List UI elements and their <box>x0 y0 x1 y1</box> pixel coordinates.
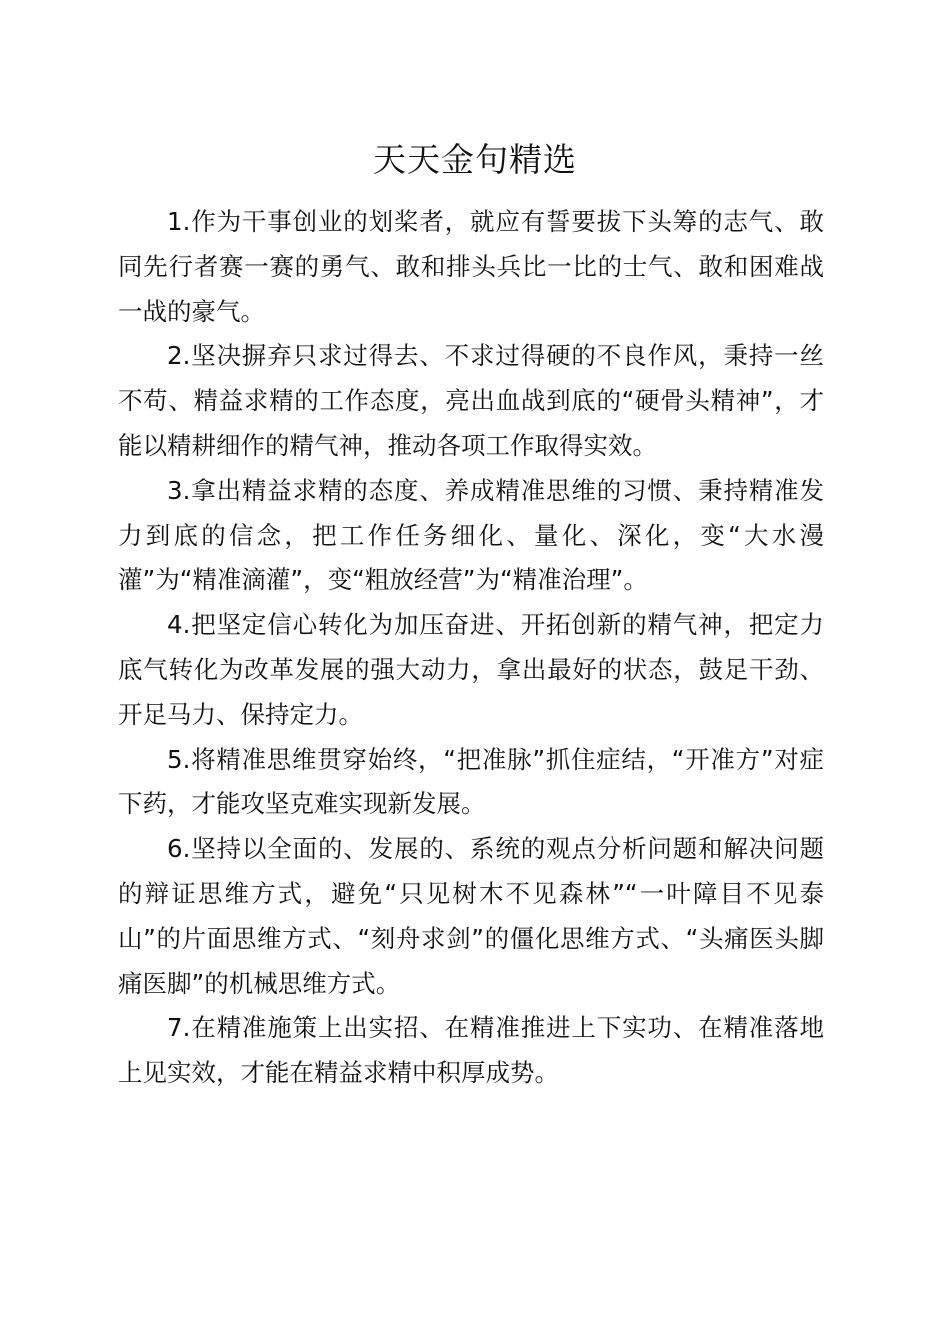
paragraph-7: 7.在精准施策上出实招、在精准推进上下实功、在精准落地上见实效，才能在精益求精中积厚成势。 <box>118 1013 824 1088</box>
paragraph-6: 6.坚持以全面的、发展的、系统的观点分析问题和解决问题的辩证思维方式，避免“只见树木不见森林”“一叶障目不见泰山”的片面思维方式、“刻舟求剑”的僵化思维方式、“头痛医头脚痛医脚”的机械思维方式。 <box>118 834 824 998</box>
paragraph-4: 4.把坚定信心转化为加压奋进、开拓创新的精气神，把定力底气转化为改革发展的强大动力，拿出最好的状态，鼓足干劲、开足马力、保持定力。 <box>118 610 824 729</box>
paragraph-3: 3.拿出精益求精的态度、养成精准思维的习惯、秉持精准发力到底的信念，把工作任务细化、量化、深化，变“大水漫灌”为“精准滴灌”，变“粗放经营”为“精准治理”。 <box>118 475 824 595</box>
document-body <box>118 200 824 1096</box>
page-title: 天天金句精选 <box>373 140 577 179</box>
paragraph-5: 5.将精准思维贯穿始终，“把准脉”抓住症结，“开准方”对症下药，才能攻坚克难实现新发展。 <box>118 744 824 819</box>
paragraph-2: 2.坚决摒弃只求过得去、不求过得硬的不良作风，秉持一丝不苟、精益求精的工作态度，亮出血战到底的“硬骨头精神”，才能以精耕细作的精气神，推动各项工作取得实效。 <box>118 341 824 460</box>
paragraph-1: 1.作为干事创业的划桨者，就应有誓要拔下头筹的志气、敢同先行者赛一赛的勇气、敢和排头兵比一比的士气、敢和困难战一战的豪气。 <box>118 207 824 326</box>
